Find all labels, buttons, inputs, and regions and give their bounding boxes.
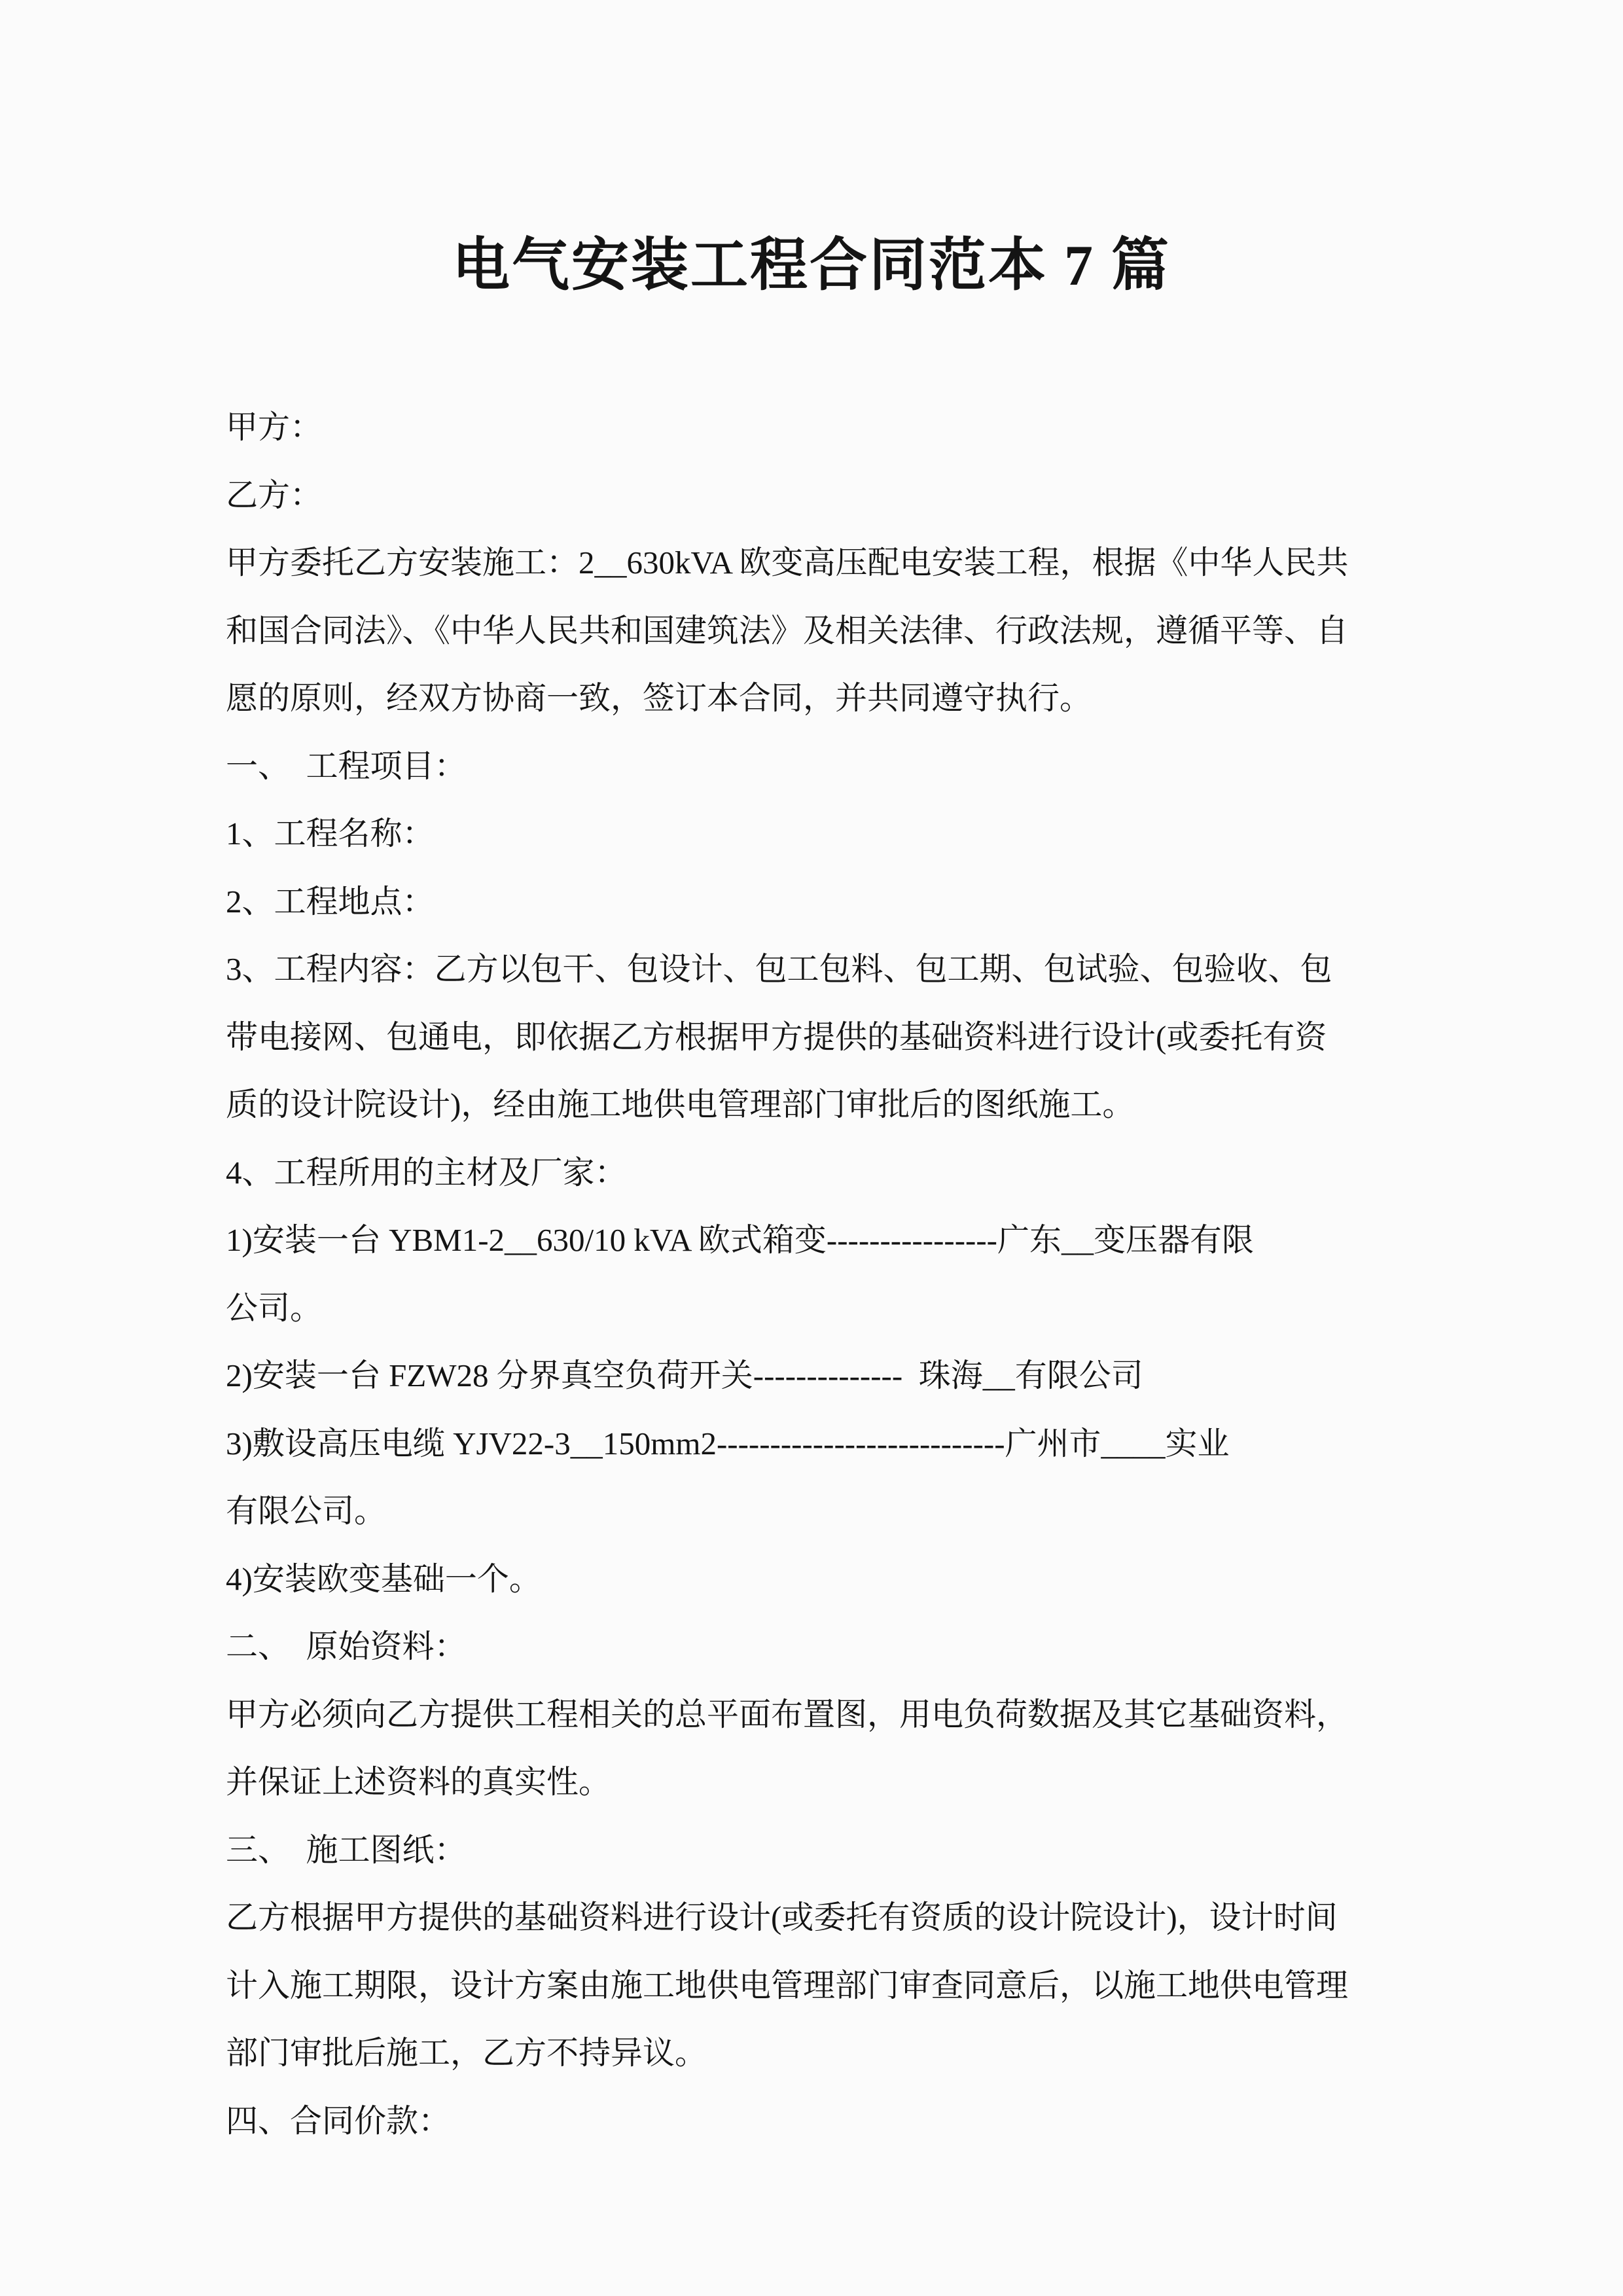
document-line: 一、 工程项目：	[226, 747, 467, 784]
document-line: 甲方：	[226, 409, 323, 445]
document-line: 乙方根据甲方提供的基础资料进行设计(或委托有资质的设计院设计)，设计时间	[226, 1899, 1338, 1935]
document-line: 2、工程地点：	[226, 883, 435, 920]
document-line: 并保证上述资料的真实性。	[226, 1764, 611, 1800]
document-line: 1)安装一台 YBM1-2__630/10 kVA 欧式箱变----------------广东__变压器有限	[226, 1222, 1254, 1258]
document-line: 和国合同法》、《中华人民共和国建筑法》及相关法律、行政法规，遵循平等、自	[226, 612, 1349, 649]
document-line: 愿的原则，经双方协商一致，签订本合同，并共同遵守执行。	[226, 680, 1092, 716]
document-line: 4)安装欧变基础一个。	[226, 1560, 541, 1597]
document-body	[226, 393, 1410, 2155]
document-line: 三、 施工图纸：	[226, 1831, 467, 1868]
document-line: 甲方必须向乙方提供工程相关的总平面布置图，用电负荷数据及其它基础资料，	[226, 1696, 1349, 1732]
document-line: 公司。	[226, 1289, 323, 1326]
document-line: 4、工程所用的主材及厂家：	[226, 1154, 627, 1191]
document-line: 2)安装一台 FZW28 分界真空负荷开关-------------- 珠海__有限公司	[226, 1357, 1143, 1393]
document-line: 计入施工期限，设计方案由施工地供电管理部门审查同意后，以施工地供电管理	[226, 1967, 1349, 2003]
document-line: 四、合同价款：	[226, 2102, 451, 2139]
document-line: 3、工程内容：乙方以包干、包设计、包工包料、包工期、包试验、包验收、包	[226, 951, 1332, 987]
document-line: 乙方：	[226, 476, 323, 513]
document-line: 带电接网、包通电，即依据乙方根据甲方提供的基础资料进行设计(或委托有资	[226, 1018, 1327, 1055]
document-line: 有限公司。	[226, 1493, 387, 1529]
document-line: 质的设计院设计)，经由施工地供电管理部门审批后的图纸施工。	[226, 1086, 1135, 1122]
document-line: 部门审批后施工，乙方不持异议。	[226, 2035, 707, 2071]
document-line: 3)敷设高压电缆 YJV22-3__150mm2---------------------------广州市____实业	[226, 1425, 1230, 1462]
document-title: 电气安装工程合同范本 7 篇	[452, 234, 1171, 298]
document-line: 甲方委托乙方安装施工：2__630kVA 欧变高压配电安装工程，根据《中华人民共	[226, 545, 1349, 581]
document-line: 1、工程名称：	[226, 816, 435, 852]
document-line: 二、 原始资料：	[226, 1628, 467, 1664]
